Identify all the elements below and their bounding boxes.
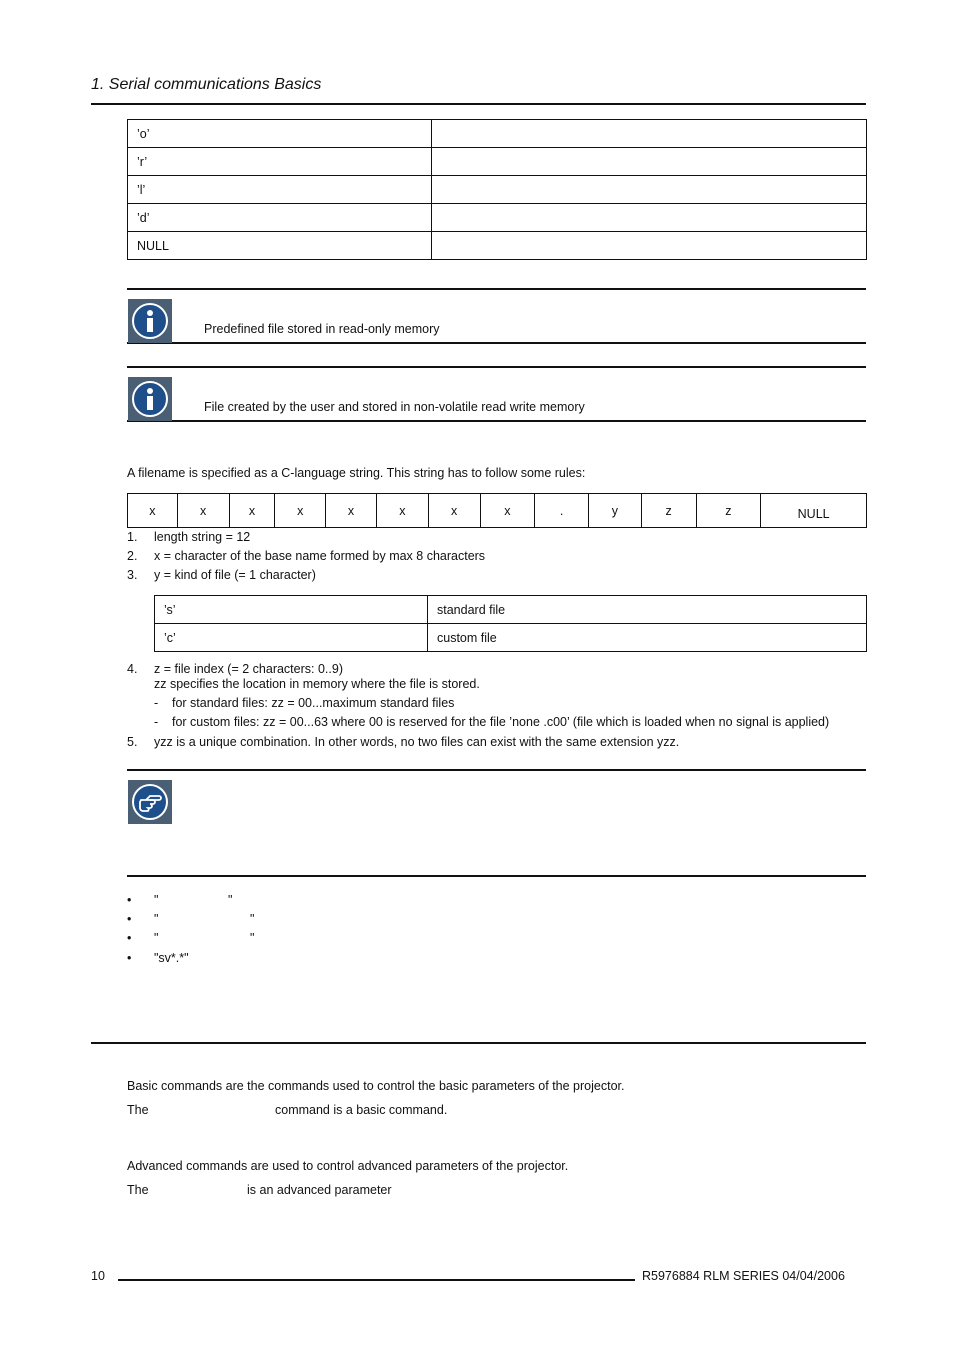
list-item: length string = 12 (154, 530, 251, 544)
list-number: 3. (127, 568, 138, 582)
table-cell: ’o’ (128, 120, 432, 148)
table-cell: x (376, 494, 428, 528)
sub-item: for standard files: zz = 00...maximum standard files (172, 696, 455, 710)
table-cell: ’l’ (128, 176, 432, 204)
advanced-commands-text: Advanced commands are used to control advanced parameters of the projector. (127, 1159, 569, 1173)
table-row (128, 232, 867, 260)
table-cell: NULL (128, 232, 432, 260)
table-row (128, 148, 867, 176)
table-cell: x (177, 494, 229, 528)
bullet-open-quote: " (154, 893, 159, 907)
table-cell: x (326, 494, 377, 528)
table-cell: x (229, 494, 275, 528)
advanced-the: The (127, 1183, 149, 1197)
doc-reference: R5976884 RLM SERIES 04/04/2006 (642, 1269, 845, 1283)
bullet-close-quote: " (250, 931, 255, 945)
table-cell (432, 148, 867, 176)
list-number: 1. (127, 530, 138, 544)
basic-the: The (127, 1103, 149, 1117)
tip-note (127, 769, 866, 877)
list-item-detail: zz specifies the location in memory where the file is stored. (154, 677, 480, 691)
table-row (128, 204, 867, 232)
table-cell: ’s’ (155, 596, 428, 624)
table-cell: x (128, 494, 178, 528)
bullet-open-quote: " (154, 912, 159, 926)
list-item: y = kind of file (= 1 character) (154, 568, 316, 582)
list-number: 2. (127, 549, 138, 563)
list-item: z = file index (= 2 characters: 0..9) (154, 662, 343, 676)
table-row (128, 120, 867, 148)
section-rule (91, 1042, 866, 1044)
table-cell: ’d’ (128, 204, 432, 232)
info-note (127, 288, 866, 344)
page-title: 1. Serial communications Basics (91, 76, 322, 93)
table-row (155, 624, 867, 652)
bullet-close-quote: " (228, 893, 233, 907)
table-cell: ’c’ (155, 624, 428, 652)
sub-item: for custom files: zz = 00...63 where 00 is reserved for the file ’none .c00’ (file which is loaded when no signal is applied) (172, 715, 830, 729)
list-number: 5. (127, 735, 138, 749)
footer-rule (118, 1279, 635, 1281)
basic-rest: command is a basic command. (275, 1103, 448, 1117)
page-number: 10 (91, 1269, 105, 1283)
note-text: Predefined file stored in read-only memory (204, 322, 440, 336)
basic-commands-text: Basic commands are the commands used to control the basic parameters of the projector. (127, 1079, 625, 1093)
table-cell: x (428, 494, 480, 528)
table-cell (432, 204, 867, 232)
char-table (127, 119, 867, 260)
bullet: • (127, 931, 132, 945)
table-cell: x (480, 494, 535, 528)
pointing-hand-icon (128, 780, 172, 824)
table-cell (432, 120, 867, 148)
table-cell: x (275, 494, 326, 528)
table-cell: NULL (761, 494, 867, 528)
info-icon (128, 299, 172, 343)
bullet-close-quote: " (250, 912, 255, 926)
header-rule (91, 103, 866, 105)
filename-intro: A filename is specified as a C-language string. This string has to follow some rules: (127, 466, 586, 480)
table-cell: z (641, 494, 696, 528)
table-cell: . (535, 494, 589, 528)
bullet: • (127, 912, 132, 926)
info-icon (128, 377, 172, 421)
bullet-open-quote: " (154, 931, 159, 945)
bullet: • (127, 951, 132, 965)
bullet: • (127, 893, 132, 907)
table-row (128, 176, 867, 204)
table-cell: custom file (428, 624, 867, 652)
table-row (155, 596, 867, 624)
note-text: File created by the user and stored in non-volatile read write memory (204, 400, 585, 414)
table-cell: y (589, 494, 642, 528)
file-kind-table (154, 595, 867, 652)
table-row (128, 494, 867, 528)
table-cell: ’r’ (128, 148, 432, 176)
bullet-text: "sv*.*" (154, 951, 189, 965)
sub-dash: - (154, 715, 159, 729)
list-number: 4. (127, 662, 138, 676)
advanced-rest: is an advanced parameter (247, 1183, 392, 1197)
table-cell (432, 176, 867, 204)
table-cell: z (696, 494, 761, 528)
list-item: x = character of the base name formed by max 8 characters (154, 549, 486, 563)
sub-dash: - (154, 696, 159, 710)
filename-table (127, 493, 867, 528)
list-item: yzz is a unique combination. In other words, no two files can exist with the same extension yzz. (154, 735, 680, 749)
table-cell (432, 232, 867, 260)
info-note (127, 366, 866, 422)
table-cell: standard file (428, 596, 867, 624)
